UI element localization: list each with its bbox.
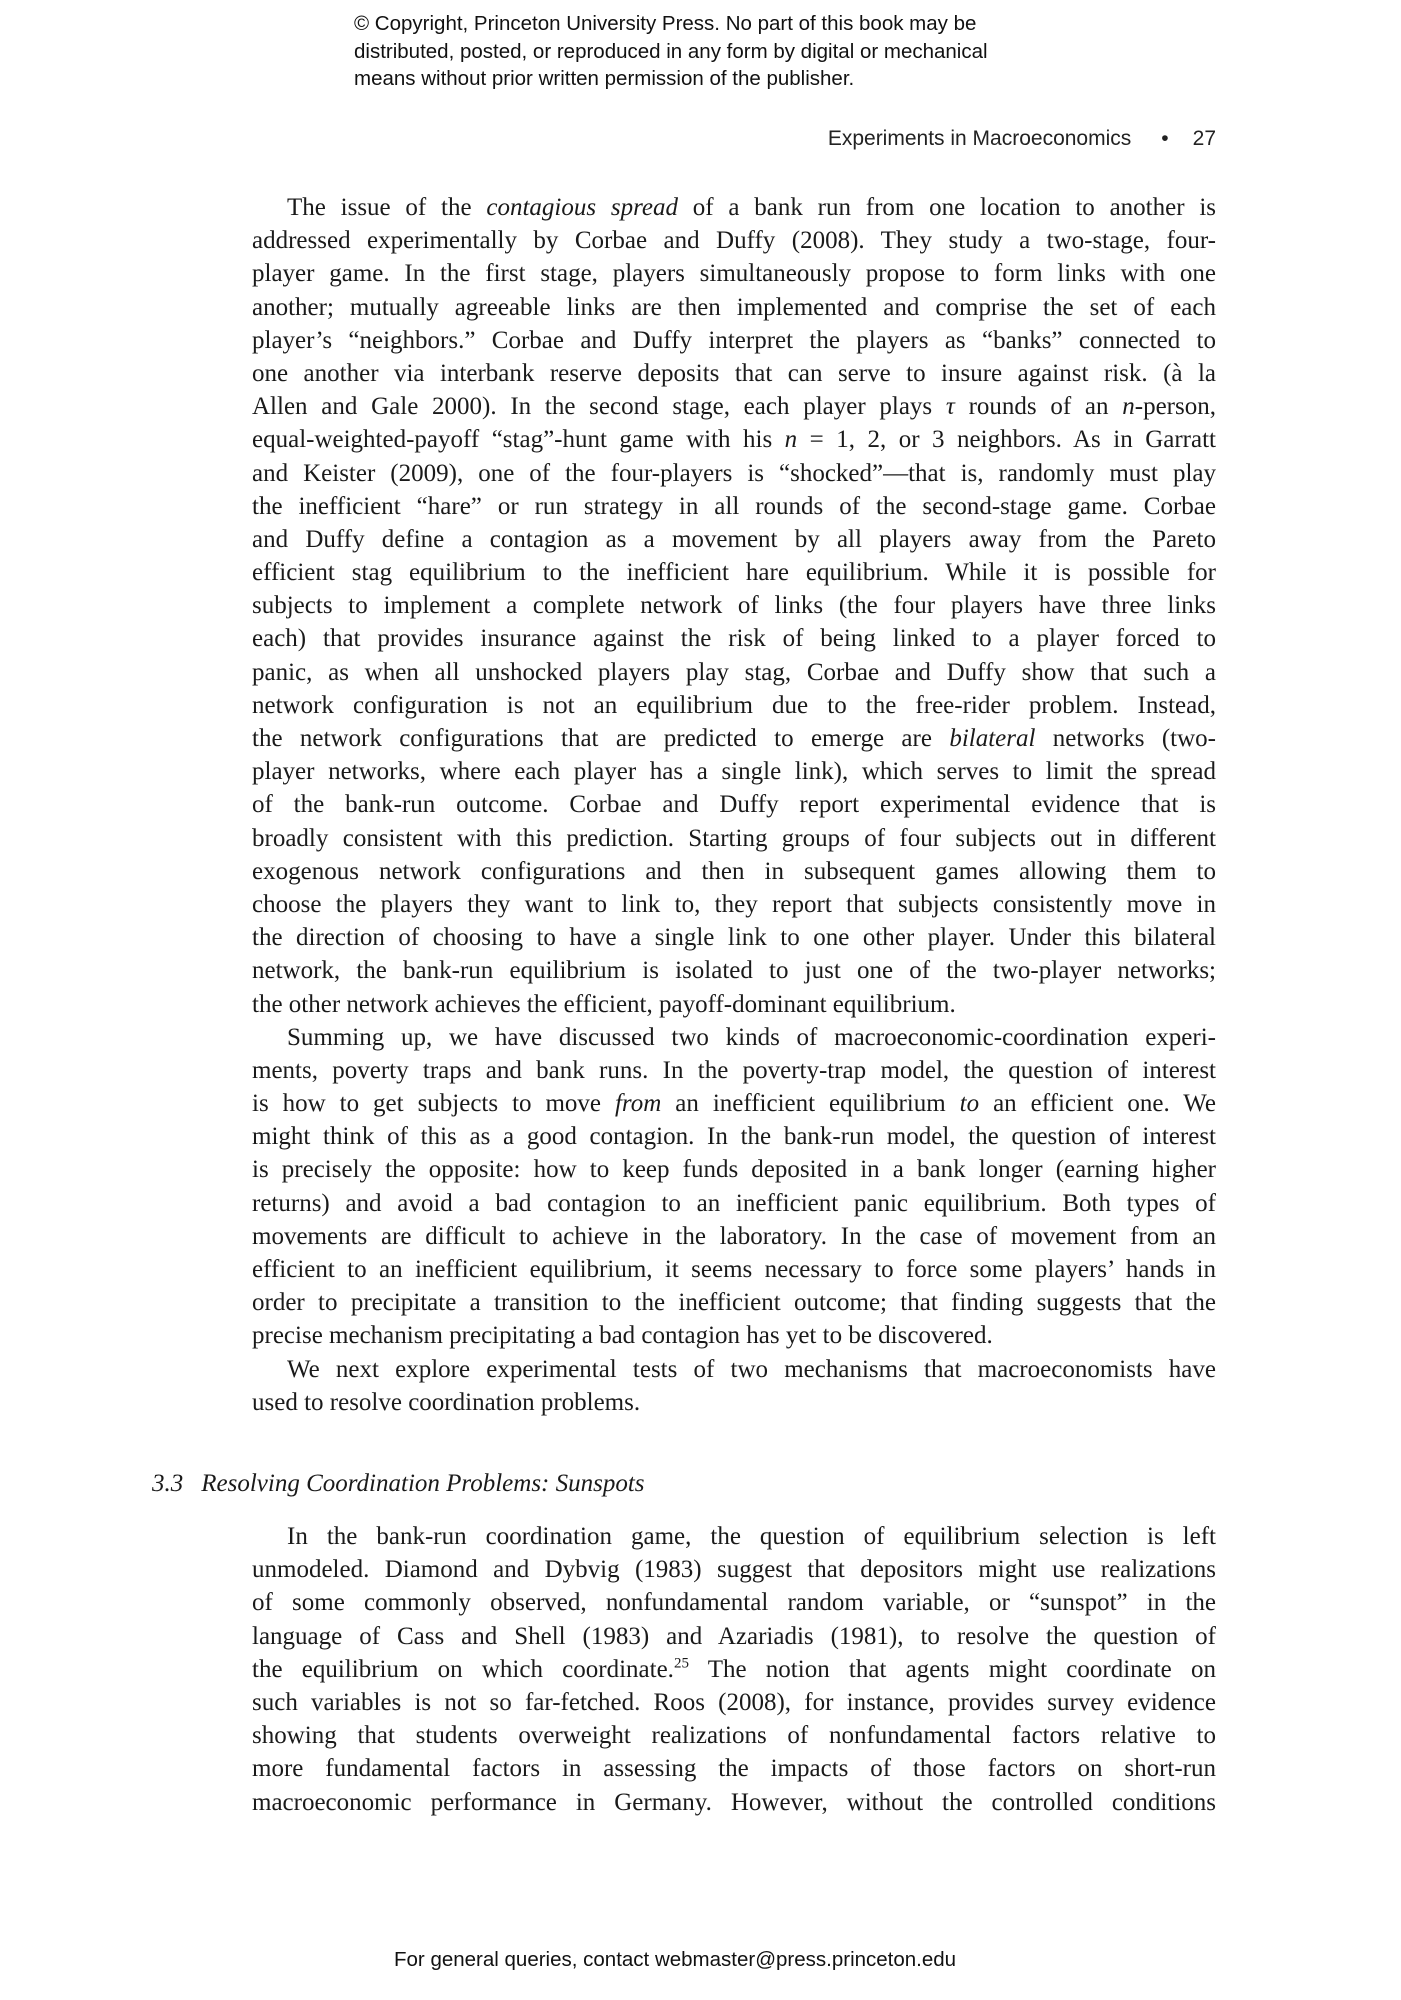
text-run: network configuration is not an equilibrium due to the free-rider problem. Instead,	[252, 691, 1216, 719]
text-run: In the bank-run coordination game, the question of equilibrium selection is left	[287, 1523, 1216, 1550]
text-line	[252, 1719, 1216, 1752]
body-text-block	[252, 191, 1216, 1419]
text-run: Allen and Gale 2000). In the second stage, each player plays	[252, 393, 946, 421]
text-run: Summing up, we have discussed two kinds of macroeconomic-coordination experi-	[287, 1023, 1216, 1051]
text-line	[252, 324, 1216, 357]
text-line	[252, 689, 1216, 722]
text-run: equal-weighted-payoff “stag”-hunt game with his	[252, 426, 785, 454]
text-run: precise mechanism precipitating a bad contagion has yet to be discovered.	[252, 1322, 993, 1350]
text-run: the network configurations that are predicted to emerge are	[252, 725, 950, 752]
text-line	[252, 357, 1216, 390]
text-run: might think of this as a good contagion. In the bank-run model, the question of interest	[252, 1123, 1216, 1151]
text-run: choose the players they want to link to, they report that subjects consistently move in	[252, 890, 1216, 918]
text-run: We next explore experimental tests of two mechanisms that macroeconomists have	[287, 1355, 1216, 1383]
text-run: more fundamental factors in assessing the impacts of those factors on short-run	[252, 1755, 1216, 1783]
text-run: the direction of choosing to have a single link to one other player. Under this bilateral	[252, 924, 1216, 952]
bullet-separator: •	[1161, 127, 1169, 150]
text-run: The notion that agents might coordinate on	[688, 1655, 1216, 1683]
text-run: addressed experimentally by Corbae and Duffy (2008). They study a two-stage, four-	[252, 227, 1216, 255]
text-line	[252, 423, 1216, 456]
text-run: broadly consistent with this prediction. Starting groups of four subjects out in different	[252, 824, 1216, 852]
text-line	[252, 1286, 1216, 1319]
section-number: 3.3	[152, 1470, 184, 1497]
text-line	[252, 988, 1216, 1021]
text-run: each) that provides insurance against the risk of being linked to a player forced to	[252, 625, 1216, 653]
section-title: Resolving Coordination Problems: Sunspots	[201, 1470, 645, 1497]
text-line	[252, 390, 1216, 423]
text-run: The issue of the	[287, 194, 487, 221]
text-run: = 1, 2, or 3 neighbors. As in Garratt	[797, 426, 1216, 454]
text-line	[252, 1520, 1216, 1553]
text-run: used to resolve coordination problems.	[252, 1388, 641, 1416]
text-run: one another via interbank reserve deposits that can serve to insure against risk. (à la	[252, 359, 1216, 387]
text-run: unmodeled. Diamond and Dybvig (1983) suggest that depositors might use realizations	[252, 1556, 1216, 1584]
italic-text: n	[784, 426, 798, 454]
text-run: subjects to implement a complete network of links (the four players have three links	[252, 592, 1216, 620]
text-run: and Keister (2009), one of the four-players is “shocked”—that is, randomly must play	[252, 459, 1216, 487]
text-line	[252, 788, 1216, 821]
text-run: player game. In the first stage, players simultaneously propose to form links with one	[252, 260, 1216, 288]
text-run: efficient to an inefficient equilibrium, it seems necessary to force some players’ hands in	[252, 1256, 1216, 1283]
text-line	[252, 888, 1216, 921]
text-run: order to precipitate a transition to the inefficient outcome; that finding suggests that the	[252, 1289, 1216, 1317]
text-line	[252, 1653, 1216, 1686]
text-line	[252, 224, 1216, 257]
text-line	[252, 589, 1216, 622]
text-run: the inefficient “hare” or run strategy in all rounds of the second-stage game. Corbae	[252, 492, 1216, 520]
text-line	[252, 1386, 1216, 1419]
copyright-line: distributed, posted, or reproduced in any form by digital or mechanical	[354, 39, 988, 63]
text-run: panic, as when all unshocked players play stag, Corbae and Duffy show that such a	[252, 658, 1216, 686]
text-line	[252, 1120, 1216, 1153]
text-run: exogenous network configurations and then in subsequent games allowing them to	[252, 857, 1216, 885]
text-run: macroeconomic performance in Germany. However, without the controlled conditions	[252, 1788, 1216, 1816]
body-text-block	[252, 1520, 1216, 1819]
text-line	[252, 954, 1216, 987]
text-line	[252, 457, 1216, 490]
text-line	[252, 622, 1216, 655]
text-line	[252, 291, 1216, 324]
text-line	[252, 1353, 1216, 1386]
text-run: networks (two-	[1035, 725, 1216, 752]
text-line	[252, 1187, 1216, 1220]
footer-contact: For general queries, contact webmaster@press.princeton.edu	[394, 1948, 957, 1971]
italic-text: bilateral	[949, 725, 1036, 752]
text-run: is how to get subjects to move	[252, 1090, 615, 1118]
text-line	[252, 1153, 1216, 1186]
text-line	[252, 1786, 1216, 1819]
text-line	[252, 1021, 1216, 1054]
text-line	[252, 523, 1216, 556]
text-line	[252, 1319, 1216, 1352]
italic-text: n	[1122, 393, 1135, 421]
text-line	[252, 855, 1216, 888]
text-run: language of Cass and Shell (1983) and Azariadis (1981), to resolve the question of	[252, 1622, 1216, 1650]
page-number: 27	[1192, 127, 1216, 150]
text-line	[252, 1553, 1216, 1586]
italic-text: to	[959, 1090, 980, 1118]
footnote-ref[interactable]: 25	[673, 1655, 689, 1672]
text-line	[252, 1054, 1216, 1087]
text-line	[252, 921, 1216, 954]
text-line	[252, 1620, 1216, 1653]
italic-text: from	[614, 1090, 662, 1118]
text-run: rounds of an	[954, 393, 1123, 421]
text-run: and Duffy define a contagion as a movement by all players away from the Pareto	[252, 525, 1216, 553]
text-run: is precisely the opposite: how to keep funds deposited in a bank longer (earning higher	[252, 1156, 1216, 1184]
text-line	[252, 822, 1216, 855]
text-line	[252, 490, 1216, 523]
text-run: player networks, where each player has a single link), which serves to limit the spread	[252, 758, 1216, 786]
text-run: of some commonly observed, nonfundamental random variable, or “sunspot” in the	[252, 1589, 1216, 1617]
text-line	[252, 755, 1216, 788]
text-run: of a bank run from one location to another is	[678, 194, 1217, 221]
text-line	[252, 656, 1216, 689]
text-line	[252, 1087, 1216, 1120]
copyright-line: means without prior written permission of the publisher.	[354, 67, 855, 90]
text-line	[252, 1220, 1216, 1253]
text-run: returns) and avoid a bad contagion to an inefficient panic equilibrium. Both types of	[252, 1189, 1216, 1217]
text-line	[252, 722, 1216, 755]
text-run: an inefficient equilibrium	[661, 1090, 960, 1118]
text-run: ments, poverty traps and bank runs. In the poverty-trap model, the question of interest	[252, 1056, 1216, 1084]
italic-text: contagious spread	[486, 194, 679, 221]
text-line	[252, 1253, 1216, 1286]
text-run: the other network achieves the efficient, payoff-dominant equilibrium.	[252, 990, 956, 1018]
text-run: another; mutually agreeable links are then implemented and comprise the set of each	[252, 293, 1216, 321]
text-line	[252, 191, 1216, 224]
text-run: showing that students overweight realizations of nonfundamental factors relative to	[252, 1722, 1216, 1750]
text-run: the equilibrium on which coordinate.	[252, 1655, 674, 1683]
italic-text: τ	[945, 393, 955, 421]
text-run: of the bank-run outcome. Corbae and Duffy report experimental evidence that is	[252, 791, 1216, 819]
running-head	[828, 127, 1216, 151]
text-line	[252, 1586, 1216, 1619]
text-run: player’s “neighbors.” Corbae and Duffy interpret the players as “banks” connected to	[252, 326, 1216, 354]
text-run: such variables is not so far-fetched. Roos (2008), for instance, provides survey evidence	[252, 1688, 1216, 1716]
text-line	[252, 257, 1216, 290]
text-run: efficient stag equilibrium to the inefficient hare equilibrium. While it is possible for	[252, 559, 1216, 587]
text-run: movements are difficult to achieve in the laboratory. In the case of movement from an	[252, 1222, 1216, 1250]
text-run: -person,	[1134, 393, 1216, 421]
copyright-line: © Copyright, Princeton University Press. No part of this book may be	[354, 12, 977, 35]
copyright-notice	[354, 10, 988, 93]
text-run: network, the bank-run equilibrium is isolated to just one of the two-player networks;	[252, 957, 1216, 985]
text-run: an efficient one. We	[979, 1090, 1216, 1118]
text-line	[252, 556, 1216, 589]
text-line	[252, 1686, 1216, 1719]
text-line	[252, 1752, 1216, 1785]
running-head-title: Experiments in Macroeconomics	[827, 127, 1132, 150]
section-heading	[152, 1470, 645, 1498]
